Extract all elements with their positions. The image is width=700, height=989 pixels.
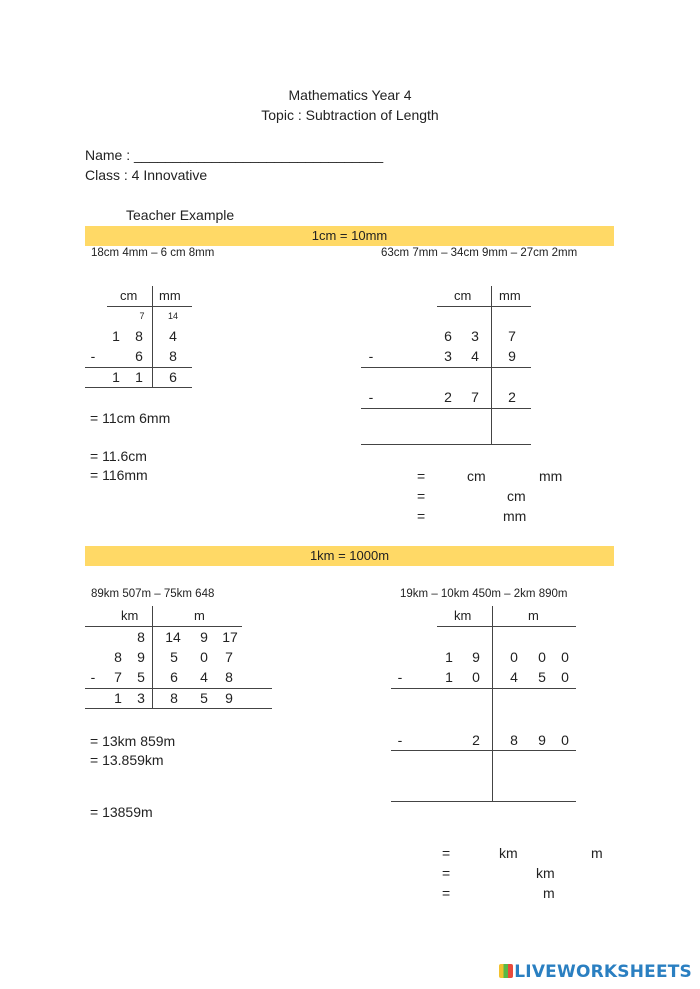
digit: 3 (444, 348, 452, 364)
minus-sign: - (368, 389, 374, 405)
digit: 8 (170, 690, 178, 706)
digit: 4 (200, 669, 208, 685)
equals-sign: = (442, 865, 451, 881)
problem-4-text: 19km – 10km 450m – 2km 890m (400, 588, 568, 600)
digit: 8 (114, 649, 122, 665)
digit: 0 (561, 732, 569, 748)
digit: 8 (169, 348, 177, 364)
digit: 8 (510, 732, 518, 748)
table-column-divider (152, 606, 153, 708)
table-rule (85, 708, 272, 709)
digit: 2 (472, 732, 480, 748)
digit: 1 (445, 669, 453, 685)
conversion-band-cm-mm: 1cm = 10mm (85, 226, 614, 246)
digit: 9 (508, 348, 516, 364)
col-header-mm: mm (499, 288, 521, 303)
equals-sign: = (417, 468, 426, 484)
class-label: Class : 4 Innovative (85, 167, 208, 183)
liveworksheets-logo (499, 962, 692, 982)
table-rule (85, 626, 242, 627)
name-field-label: Name : ________________________________ (85, 147, 384, 163)
col-header-km: km (121, 608, 139, 623)
brand-text: LIVEWORKSHEETS (514, 962, 692, 982)
digit: 0 (561, 649, 569, 665)
minus-sign: - (397, 732, 403, 748)
answer-line: = 13.859km (90, 752, 164, 768)
carry-digit: 9 (200, 629, 208, 645)
col-header-mm: mm (159, 288, 181, 303)
digit: 2 (508, 389, 516, 405)
digit: 4 (169, 328, 177, 344)
col-header-m: m (528, 608, 539, 623)
table-rule (85, 367, 192, 368)
digit: 1 (135, 369, 143, 385)
conversion-band-km-m: 1km = 1000m (85, 546, 614, 566)
answer-line: = 13859m (90, 804, 153, 820)
digit: 6 (135, 348, 143, 364)
table-rule (361, 408, 531, 409)
minus-sign: - (90, 669, 96, 685)
problem-3-text: 89km 507m – 75km 648 (91, 588, 215, 600)
table-column-divider (152, 286, 153, 387)
digit: 1 (114, 690, 122, 706)
digit: 5 (200, 690, 208, 706)
minus-sign: - (397, 669, 403, 685)
col-header-km: km (454, 608, 472, 623)
table-column-divider (491, 286, 492, 445)
carry-digit: 7 (139, 311, 145, 321)
digit: 4 (510, 669, 518, 685)
carry-digit: 17 (222, 629, 238, 645)
col-header-cm: cm (454, 288, 472, 303)
table-rule (361, 444, 531, 445)
digit: 1 (445, 649, 453, 665)
unit-label: m (591, 845, 603, 861)
digit: 7 (508, 328, 516, 344)
worksheet-title: Mathematics Year 4 (288, 87, 412, 103)
digit: 1 (112, 328, 120, 344)
carry-digit: 14 (167, 311, 178, 321)
digit: 0 (472, 669, 480, 685)
digit: 1 (112, 369, 120, 385)
digit: 0 (538, 649, 546, 665)
carry-digit: 14 (165, 629, 181, 645)
digit: 8 (135, 328, 143, 344)
problem-1-text: 18cm 4mm – 6 cm 8mm (91, 247, 215, 259)
digit: 0 (510, 649, 518, 665)
digit: 7 (225, 649, 233, 665)
col-header-cm: cm (120, 288, 138, 303)
equals-sign: = (442, 885, 451, 901)
minus-sign: - (90, 348, 96, 364)
col-header-m: m (194, 608, 205, 623)
table-column-divider (492, 606, 493, 802)
table-rule (437, 626, 576, 627)
digit: 0 (561, 669, 569, 685)
answer-line: = 13km 859m (90, 733, 176, 749)
digit: 7 (471, 389, 479, 405)
unit-label: cm (507, 488, 526, 504)
table-rule (437, 306, 531, 307)
table-rule (85, 688, 272, 689)
digit: 9 (225, 690, 233, 706)
unit-label: cm (467, 468, 486, 484)
digit: 4 (471, 348, 479, 364)
minus-sign: - (368, 348, 374, 364)
answer-line: = 11cm 6mm (90, 410, 171, 426)
equals-sign: = (417, 488, 426, 504)
digit: 3 (137, 690, 145, 706)
table-rule (107, 306, 192, 307)
digit: 5 (137, 669, 145, 685)
table-rule (361, 367, 531, 368)
digit: 6 (170, 669, 178, 685)
digit: 9 (137, 649, 145, 665)
unit-label: km (499, 845, 518, 861)
answer-line: = 11.6cm (90, 448, 147, 464)
worksheet-topic: Topic : Subtraction of Length (261, 107, 439, 123)
digit: 5 (538, 669, 546, 685)
digit: 5 (170, 649, 178, 665)
answer-line: = 116mm (90, 467, 148, 483)
digit: 9 (472, 649, 480, 665)
carry-digit: 8 (137, 629, 145, 645)
digit: 0 (200, 649, 208, 665)
problem-2-text: 63cm 7mm – 34cm 9mm – 27cm 2mm (381, 247, 578, 259)
unit-label: km (536, 865, 555, 881)
unit-label: mm (503, 508, 527, 524)
digit: 7 (114, 669, 122, 685)
equals-sign: = (417, 508, 426, 524)
teacher-example-heading: Teacher Example (126, 207, 235, 223)
digit: 8 (225, 669, 233, 685)
liveworksheets-logo-icon (499, 964, 513, 978)
unit-label: m (543, 885, 555, 901)
table-rule (391, 750, 576, 751)
digit: 3 (471, 328, 479, 344)
unit-label: mm (539, 468, 563, 484)
digit: 6 (444, 328, 452, 344)
table-rule (85, 387, 192, 388)
table-rule (391, 688, 576, 689)
equals-sign: = (442, 845, 451, 861)
digit: 6 (169, 369, 177, 385)
digit: 2 (444, 389, 452, 405)
digit: 9 (538, 732, 546, 748)
table-rule (391, 801, 576, 802)
